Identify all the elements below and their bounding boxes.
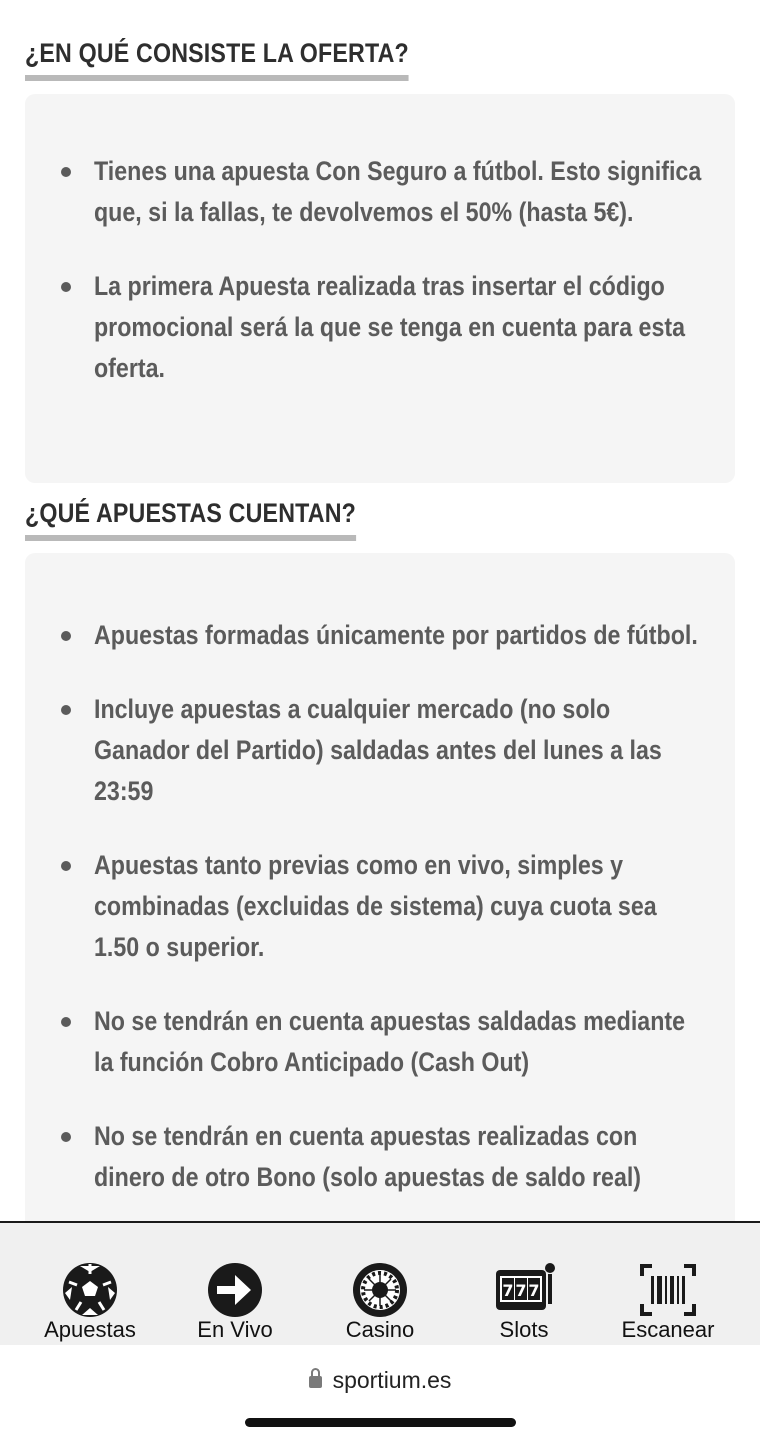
svg-text:7: 7: [502, 1281, 514, 1300]
list-item: Apuestas tanto previas como en vivo, simples y combinadas (excluidas de sistema) cuya cuota sea 1.50 o superior.: [25, 845, 735, 968]
list-item: No se tendrán en cuenta apuestas realizadas con dinero de otro Bono (solo apuestas de saldo real): [25, 1116, 735, 1198]
slot-machine-icon: [488, 1260, 560, 1320]
arrow-right-circle-icon: [205, 1260, 265, 1320]
browser-url-bar[interactable]: [0, 1345, 760, 1443]
offer-card: [25, 94, 735, 483]
list-item: Incluye apuestas a cualquier mercado (no solo Ganador del Partido) saldadas antes del lunes a las 23:59: [25, 689, 735, 812]
tab-label: En Vivo: [197, 1317, 273, 1342]
barcode-scan-icon: [638, 1260, 698, 1320]
tab-casino[interactable]: [304, 1223, 456, 1345]
section-title-qualifying-bets: ¿QUÉ APUESTAS CUENTAN?: [25, 498, 356, 541]
list-item: Apuestas formadas únicamente por partidos de fútbol.: [25, 615, 735, 656]
bottom-tab-bar: [0, 1221, 760, 1345]
list-item: Tienes una apuesta Con Seguro a fútbol. Esto significa que, si la fallas, te devolvemos el 50% (hasta 5€).: [25, 151, 735, 233]
svg-text:7: 7: [515, 1281, 527, 1300]
offer-list: [25, 151, 735, 389]
url-text: sportium.es: [332, 1367, 452, 1393]
tab-label: Apuestas: [44, 1317, 136, 1342]
qualifying-bets-list: [25, 615, 735, 1198]
soccer-ball-icon: [60, 1260, 120, 1320]
tab-label: Casino: [345, 1317, 415, 1342]
tab-escanear[interactable]: [592, 1223, 744, 1345]
section-title-offer: ¿EN QUÉ CONSISTE LA OFERTA?: [25, 38, 409, 81]
svg-text:7: 7: [528, 1281, 540, 1300]
tab-slots[interactable]: [448, 1223, 600, 1345]
lock-icon: [309, 1376, 322, 1388]
roulette-icon: [350, 1260, 410, 1320]
tab-apuestas[interactable]: [14, 1223, 166, 1345]
qualifying-bets-card: [25, 553, 735, 1221]
list-item: No se tendrán en cuenta apuestas saldadas mediante la función Cobro Anticipado (Cash Out): [25, 1001, 735, 1083]
tab-en-vivo[interactable]: [159, 1223, 311, 1345]
tab-label: Escanear: [621, 1317, 715, 1342]
home-indicator[interactable]: [245, 1418, 516, 1427]
url-display[interactable]: [0, 1367, 760, 1394]
tab-label: Slots: [499, 1317, 549, 1342]
list-item: La primera Apuesta realizada tras insertar el código promocional será la que se tenga en cuenta para esta oferta.: [25, 266, 735, 389]
